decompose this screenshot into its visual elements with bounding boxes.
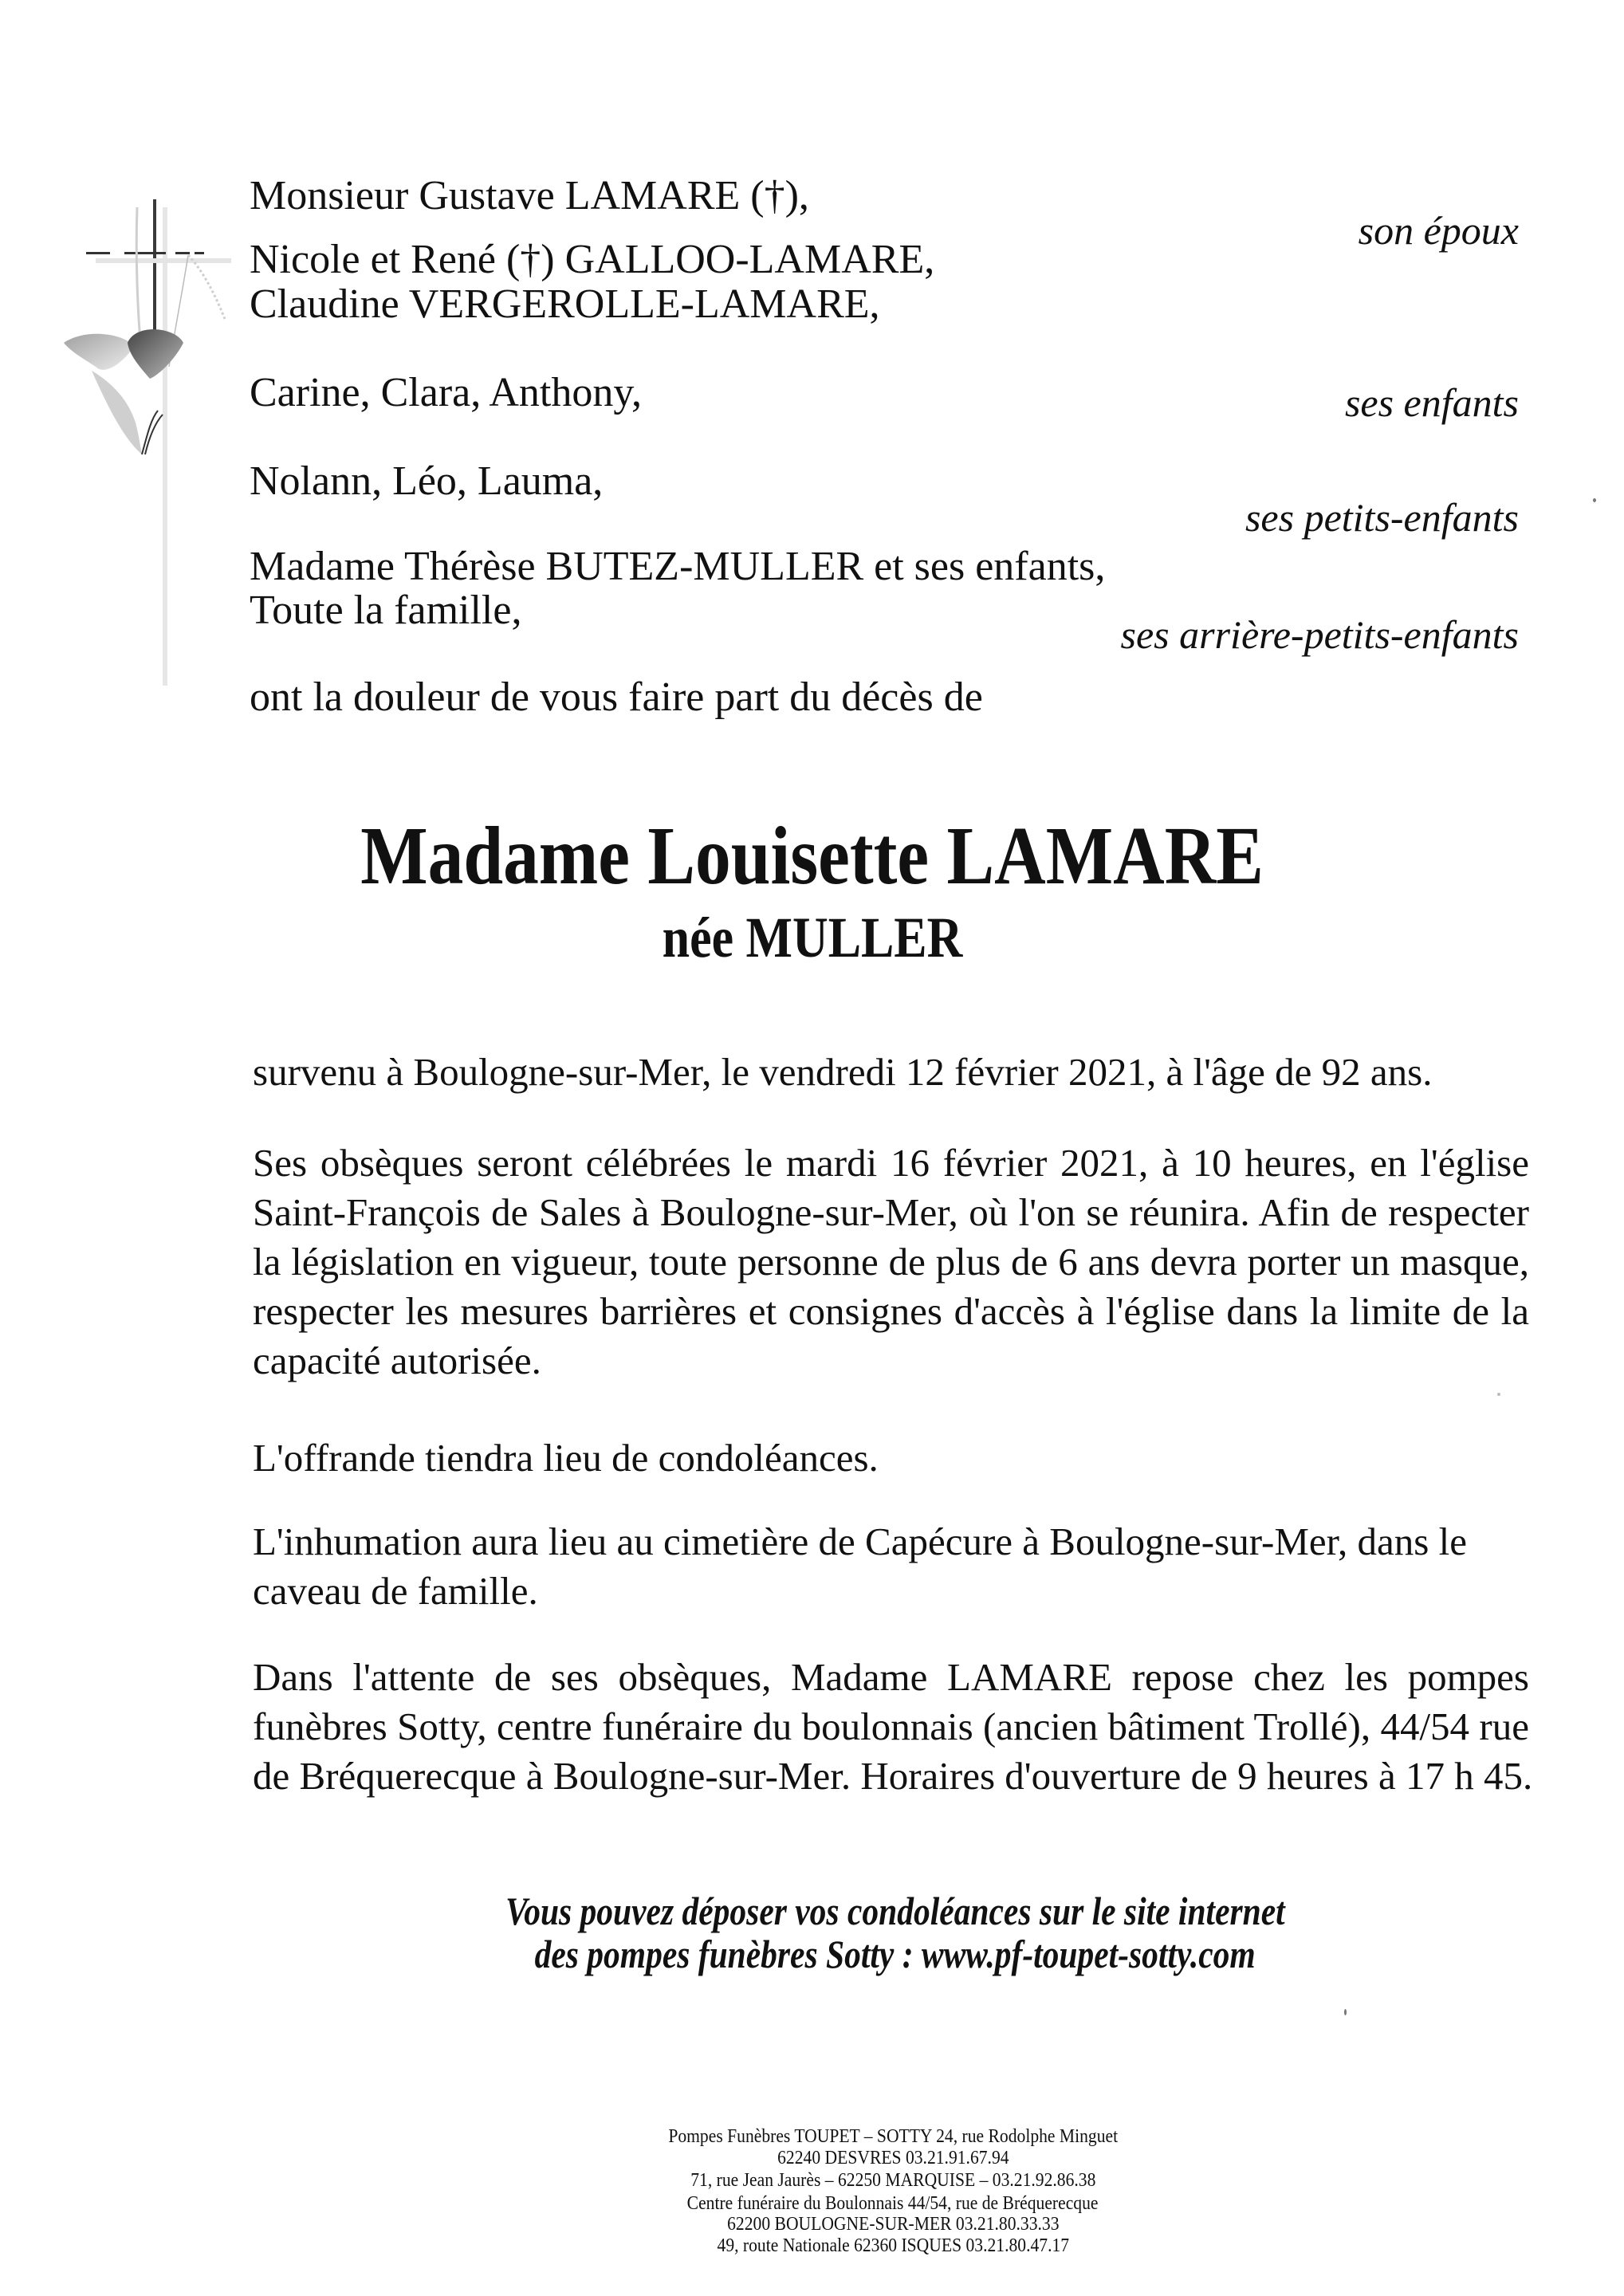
rest-paragraph bbox=[253, 1653, 1533, 1801]
rest-line: Dans l'attente de ses obsèques, Madame LAMARE repose chez les pompes bbox=[253, 1655, 1529, 1699]
family-line-grandchildren: Carine, Clara, Anthony, bbox=[250, 370, 642, 415]
relation-label-grandchildren: ses petits-enfants bbox=[1245, 495, 1519, 540]
condolences-line-2[interactable] bbox=[0, 1934, 1624, 1974]
deceased-maiden-name: née MULLER bbox=[662, 906, 962, 969]
address-line: Pompes Funèbres TOUPET – SOTTY 24, rue Rodolphe Minguet bbox=[668, 2126, 1118, 2147]
burial-line: L'inhumation aura lieu au cimetière de Capécure à Boulogne-sur-Mer, dans le bbox=[253, 1520, 1467, 1563]
scan-speck bbox=[1497, 1393, 1500, 1396]
family-line-all-family: Toute la famille, bbox=[250, 588, 522, 633]
funeral-line: respecter les mesures barrières et consignes d'accès à l'église dans la limite de la bbox=[253, 1289, 1529, 1333]
scan-speck bbox=[1593, 498, 1596, 502]
burial-paragraph bbox=[253, 1517, 1529, 1616]
family-line-child-2: Claudine VERGEROLLE-LAMARE, bbox=[250, 281, 880, 327]
deceased-name: Madame Louisette LAMARE bbox=[360, 810, 1264, 902]
family-line-great-grandchildren: Nolann, Léo, Lauma, bbox=[250, 458, 604, 504]
funeral-line: Ses obsèques seront célébrées le mardi 16 février 2021, à 10 heures, en l'église bbox=[253, 1141, 1529, 1185]
condolences-line-1: Vous pouvez déposer vos condoléances sur le site internet bbox=[505, 1889, 1285, 1933]
address-line: 62200 BOULOGNE-SUR-MER 03.21.80.33.33 bbox=[726, 2214, 1060, 2235]
offering-paragraph bbox=[253, 1433, 1529, 1483]
funeral-line: la législation en vigueur, toute personne de plus de 6 ans devra porter un masque, bbox=[253, 1240, 1529, 1284]
family-line-husband: Monsieur Gustave LAMARE (†), bbox=[250, 173, 809, 218]
condolences-website-link[interactable]: des pompes funèbres Sotty : www.pf-toupet-sotty.com bbox=[534, 1932, 1256, 1976]
offering-text: L'offrande tiendra lieu de condoléances. bbox=[253, 1436, 879, 1480]
address-line: 49, route Nationale 62360 ISQUES 03.21.80.47.17 bbox=[717, 2235, 1069, 2256]
burial-line: caveau de famille. bbox=[253, 1569, 538, 1613]
family-line-child-1: Nicole et René (†) GALLOO-LAMARE, bbox=[250, 237, 935, 282]
relation-label-great-grandchildren: ses arrière-petits-enfants bbox=[1120, 612, 1519, 657]
family-line-sister: Madame Thérèse BUTEZ-MULLER et ses enfants, bbox=[250, 544, 1106, 589]
cross-lily-illustration bbox=[48, 183, 255, 694]
funeral-line: Saint-François de Sales à Boulogne-sur-Mer, où l'on se réunira. Afin de respecter bbox=[253, 1190, 1529, 1234]
death-text: survenu à Boulogne-sur-Mer, le vendredi 12 février 2021, à l'âge de 92 ans. bbox=[253, 1050, 1433, 1094]
relation-label-spouse: son époux bbox=[1358, 208, 1519, 253]
scan-speck bbox=[1344, 2009, 1347, 2015]
relation-label-children: ses enfants bbox=[1344, 380, 1519, 425]
address-line: 62240 DESVRES 03.21.91.67.94 bbox=[777, 2148, 1009, 2168]
address-line: 71, rue Jean Jaurès – 62250 MARQUISE – 03.21.92.86.38 bbox=[690, 2170, 1096, 2191]
funeral-line: capacité autorisée. bbox=[253, 1339, 541, 1382]
address-line: Centre funéraire du Boulonnais 44/54, rue de Bréquerecque bbox=[687, 2193, 1099, 2214]
rest-line: de Bréquerecque à Boulogne-sur-Mer. Horaires d'ouverture de 9 heures à 17 h 45. bbox=[253, 1754, 1533, 1798]
rest-line: funèbres Sotty, centre funéraire du boulonnais (ancien bâtiment Trollé), 44/54 rue bbox=[253, 1704, 1529, 1748]
funeral-paragraph bbox=[253, 1138, 1529, 1386]
death-paragraph bbox=[253, 1048, 1529, 1097]
announcement-intro: ont la douleur de vous faire part du décès de bbox=[250, 674, 983, 720]
cross-icon bbox=[86, 199, 231, 686]
